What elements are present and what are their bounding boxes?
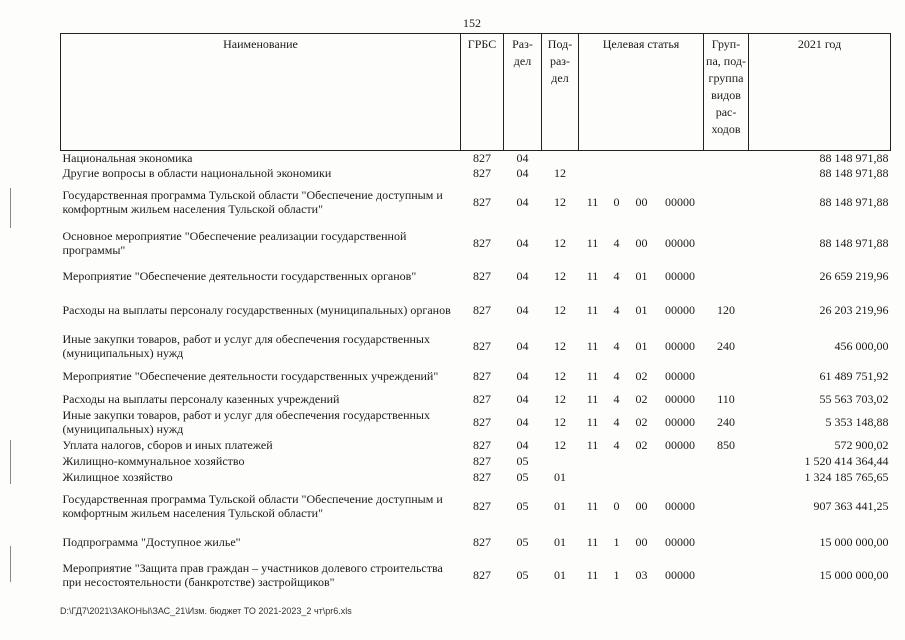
row-razdel: 04 (516, 151, 529, 165)
margin-mark (10, 440, 11, 484)
row-target-subprogram: 0 (613, 499, 620, 513)
row-expense-group (704, 453, 749, 469)
row-grbs: 827 (473, 415, 491, 429)
row-target-program: 11 (586, 392, 599, 406)
row-amount: 15 000 000,00 (819, 535, 889, 549)
header-year: 2021 год (749, 34, 891, 151)
row-amount: 88 148 971,88 (819, 151, 889, 165)
row-name: Государственная программа Тульской области "Обеспечение доступным и комфортным жильем населения Тульской области" (62, 188, 443, 216)
row-razdel: 05 (516, 568, 529, 582)
row-amount: 88 148 971,88 (819, 195, 889, 209)
row-razdel: 05 (516, 535, 529, 549)
header-podrazdel: Под- раз- дел (542, 34, 579, 151)
row-target-measure: 02 (635, 369, 648, 383)
row-grbs: 827 (473, 236, 491, 250)
row-amount: 15 000 000,00 (819, 568, 889, 582)
row-target-direction (657, 453, 704, 469)
row-name: Мероприятие "Защита прав граждан – участников долевого строительства при несостоятельности (банкротстве) застройщиков" (62, 561, 443, 589)
row-target-subprogram: 0 (613, 195, 620, 209)
row-expense-group (704, 223, 749, 263)
row-target-direction: 00000 (665, 568, 695, 582)
row-amount: 1 520 414 364,44 (804, 454, 889, 468)
row-podrazdel: 12 (554, 438, 566, 452)
row-target-measure: 02 (635, 415, 648, 429)
row-grbs: 827 (473, 499, 491, 513)
row-grbs: 827 (473, 438, 491, 452)
row-target-measure (627, 165, 657, 181)
row-razdel: 04 (516, 269, 529, 283)
row-name: Основное мероприятие "Обеспечение реализации государственной программы" (62, 229, 407, 257)
row-target-program (579, 165, 607, 181)
header-row (61, 34, 891, 151)
table-row (61, 485, 891, 527)
table-row (61, 331, 891, 361)
row-target-measure: 00 (635, 535, 648, 549)
row-target-measure: 00 (635, 236, 648, 250)
row-podrazdel: 12 (554, 392, 566, 406)
row-podrazdel: 12 (554, 369, 566, 383)
row-expense-group: 240 (717, 339, 736, 353)
row-name: Подпрограмма "Доступное жилье" (62, 535, 241, 549)
margin-mark (10, 546, 11, 582)
budget-table (60, 33, 891, 593)
row-target-program: 11 (586, 369, 599, 383)
row-podrazdel: 12 (554, 195, 566, 209)
row-target-direction: 00000 (665, 438, 695, 452)
row-target-direction: 00000 (665, 369, 695, 383)
row-razdel: 04 (516, 236, 529, 250)
header-razdel: Раз- дел (504, 34, 542, 151)
row-target-measure: 01 (635, 269, 648, 283)
table-row (61, 151, 891, 166)
row-amount: 907 363 441,25 (813, 499, 889, 513)
row-target-program: 11 (586, 499, 599, 513)
row-name: Государственная программа Тульской области "Обеспечение доступным и комфортным жильем населения Тульской области" (62, 492, 443, 520)
row-name: Национальная экономика (62, 151, 193, 165)
row-target-direction: 00000 (665, 535, 695, 549)
row-target-program: 11 (586, 438, 599, 452)
row-grbs: 827 (473, 568, 491, 582)
row-grbs: 827 (473, 303, 491, 317)
row-target-direction: 00000 (665, 303, 695, 317)
row-podrazdel: 01 (554, 470, 566, 484)
row-target-subprogram: 4 (613, 236, 620, 250)
row-amount: 55 563 703,02 (819, 392, 889, 406)
row-razdel: 05 (516, 454, 529, 468)
row-expense-group (704, 181, 749, 223)
row-razdel: 04 (516, 392, 529, 406)
row-target-direction: 00000 (665, 415, 695, 429)
row-expense-group: 850 (717, 438, 736, 452)
row-name: Мероприятие "Обеспечение деятельности государственных учреждений" (62, 369, 439, 383)
row-amount: 572 900,02 (834, 438, 889, 452)
row-amount: 1 324 185 765,65 (804, 470, 889, 484)
row-razdel: 04 (516, 438, 529, 452)
row-target-subprogram: 4 (613, 369, 620, 383)
row-target-subprogram: 1 (613, 535, 620, 549)
row-target-measure: 00 (635, 195, 648, 209)
row-name: Мероприятие "Обеспечение деятельности государственных органов" (62, 269, 417, 283)
row-target-subprogram: 4 (613, 339, 620, 353)
row-amount: 26 203 219,96 (819, 303, 889, 317)
row-name: Иные закупки товаров, работ и услуг для обеспечения государственных (муниципальных) нужд (62, 332, 430, 360)
row-podrazdel: 12 (554, 303, 566, 317)
row-target-subprogram (607, 151, 627, 166)
row-expense-group (704, 527, 749, 557)
table-row (61, 407, 891, 437)
header-target: Целевая статья (579, 34, 704, 151)
row-amount: 26 659 219,96 (819, 269, 889, 283)
table-row (61, 391, 891, 407)
row-target-direction: 00000 (665, 236, 695, 250)
row-target-program (579, 151, 607, 166)
row-target-subprogram: 4 (613, 415, 620, 429)
row-podrazdel: 01 (554, 568, 566, 582)
row-razdel: 05 (516, 499, 529, 513)
row-target-direction: 00000 (665, 269, 695, 283)
row-name: Расходы на выплаты персоналу казенных учреждений (62, 392, 340, 406)
row-name: Уплата налогов, сборов и иных платежей (62, 438, 273, 452)
row-expense-group (704, 557, 749, 593)
row-target-program: 11 (586, 568, 599, 582)
table-row (61, 453, 891, 469)
row-expense-group (704, 485, 749, 527)
row-grbs: 827 (473, 454, 491, 468)
row-target-direction: 00000 (665, 195, 695, 209)
table-row (61, 437, 891, 453)
row-grbs: 827 (473, 269, 491, 283)
table-row (61, 557, 891, 593)
header-grbs: ГРБС (461, 34, 504, 151)
row-expense-group (704, 361, 749, 391)
row-amount: 5 353 148,88 (825, 415, 889, 429)
row-target-measure (627, 151, 657, 166)
row-target-program (579, 453, 607, 469)
row-razdel: 04 (516, 369, 529, 383)
row-amount: 456 000,00 (834, 339, 889, 353)
margin-mark (10, 188, 11, 228)
row-target-program: 11 (586, 535, 599, 549)
row-podrazdel: 01 (554, 535, 566, 549)
row-target-measure: 01 (635, 339, 648, 353)
row-target-subprogram (607, 165, 627, 181)
row-target-program: 11 (586, 303, 599, 317)
table-row (61, 289, 891, 331)
row-amount: 61 489 751,92 (819, 369, 889, 383)
file-path-footer: D:\ГД7\2021\ЗАКОНЫ\ЗАС_21\Изм. бюджет ТО 2021-2023_2 чт\pr6.xls (60, 606, 352, 616)
header-name: Наименование (61, 34, 461, 151)
row-grbs: 827 (473, 195, 491, 209)
row-target-direction: 00000 (665, 339, 695, 353)
row-podrazdel: 12 (554, 415, 566, 429)
row-target-measure (627, 453, 657, 469)
row-target-measure: 03 (635, 568, 648, 582)
row-target-subprogram: 4 (613, 269, 620, 283)
row-target-program: 11 (586, 236, 599, 250)
row-expense-group (704, 469, 749, 485)
table-row (61, 181, 891, 223)
page-number: 152 (463, 16, 481, 30)
table-row (61, 361, 891, 391)
row-expense-group (704, 165, 749, 181)
row-razdel: 04 (516, 195, 529, 209)
row-expense-group: 120 (717, 303, 736, 317)
row-target-subprogram: 1 (613, 568, 620, 582)
row-target-subprogram (607, 469, 627, 485)
row-target-program: 11 (586, 339, 599, 353)
row-grbs: 827 (473, 535, 491, 549)
row-podrazdel (542, 151, 579, 166)
row-name: Другие вопросы в области национальной экономики (62, 166, 332, 180)
row-target-measure: 02 (635, 438, 648, 452)
row-expense-group: 110 (717, 392, 735, 406)
row-expense-group: 240 (717, 415, 736, 429)
table-row (61, 165, 891, 181)
row-razdel: 05 (516, 470, 529, 484)
row-expense-group (704, 263, 749, 289)
table-row (61, 223, 891, 263)
row-grbs: 827 (473, 151, 491, 165)
row-razdel: 04 (516, 166, 529, 180)
row-podrazdel: 12 (554, 166, 566, 180)
row-target-subprogram: 4 (613, 392, 620, 406)
row-target-direction (657, 151, 704, 166)
table-row (61, 469, 891, 485)
row-target-measure: 01 (635, 303, 648, 317)
row-name: Жилищное хозяйство (62, 470, 173, 484)
row-razdel: 04 (516, 303, 529, 317)
row-target-measure (627, 469, 657, 485)
row-name: Иные закупки товаров, работ и услуг для обеспечения государственных (муниципальных) нужд (62, 408, 430, 436)
row-name: Жилищно-коммунальное хозяйство (62, 454, 245, 468)
row-podrazdel: 12 (554, 236, 566, 250)
row-expense-group (704, 151, 749, 166)
row-grbs: 827 (473, 470, 491, 484)
row-target-measure: 00 (635, 499, 648, 513)
row-target-direction (657, 469, 704, 485)
row-target-program: 11 (586, 415, 599, 429)
row-grbs: 827 (473, 166, 491, 180)
table-body (61, 151, 891, 594)
row-target-direction: 00000 (665, 499, 695, 513)
row-target-subprogram: 4 (613, 303, 620, 317)
row-target-subprogram (607, 453, 627, 469)
row-grbs: 827 (473, 369, 491, 383)
row-amount: 88 148 971,88 (819, 236, 889, 250)
row-podrazdel: 01 (554, 499, 566, 513)
row-podrazdel: 12 (554, 339, 566, 353)
row-target-program (579, 469, 607, 485)
header-group: Груп- па, под- группа видов рас- ходов (704, 34, 749, 151)
row-target-direction (657, 165, 704, 181)
row-target-program: 11 (586, 269, 599, 283)
row-target-program: 11 (586, 195, 599, 209)
row-grbs: 827 (473, 339, 491, 353)
row-podrazdel: 12 (554, 269, 566, 283)
row-amount: 88 148 971,88 (819, 166, 889, 180)
row-target-subprogram: 4 (613, 438, 620, 452)
row-target-direction: 00000 (665, 392, 695, 406)
row-podrazdel (542, 453, 579, 469)
row-name: Расходы на выплаты персоналу государственных (муниципальных) органов (62, 303, 451, 317)
row-target-measure: 02 (635, 392, 648, 406)
row-grbs: 827 (473, 392, 491, 406)
row-razdel: 04 (516, 415, 529, 429)
table-row (61, 263, 891, 289)
table-row (61, 527, 891, 557)
row-razdel: 04 (516, 339, 529, 353)
